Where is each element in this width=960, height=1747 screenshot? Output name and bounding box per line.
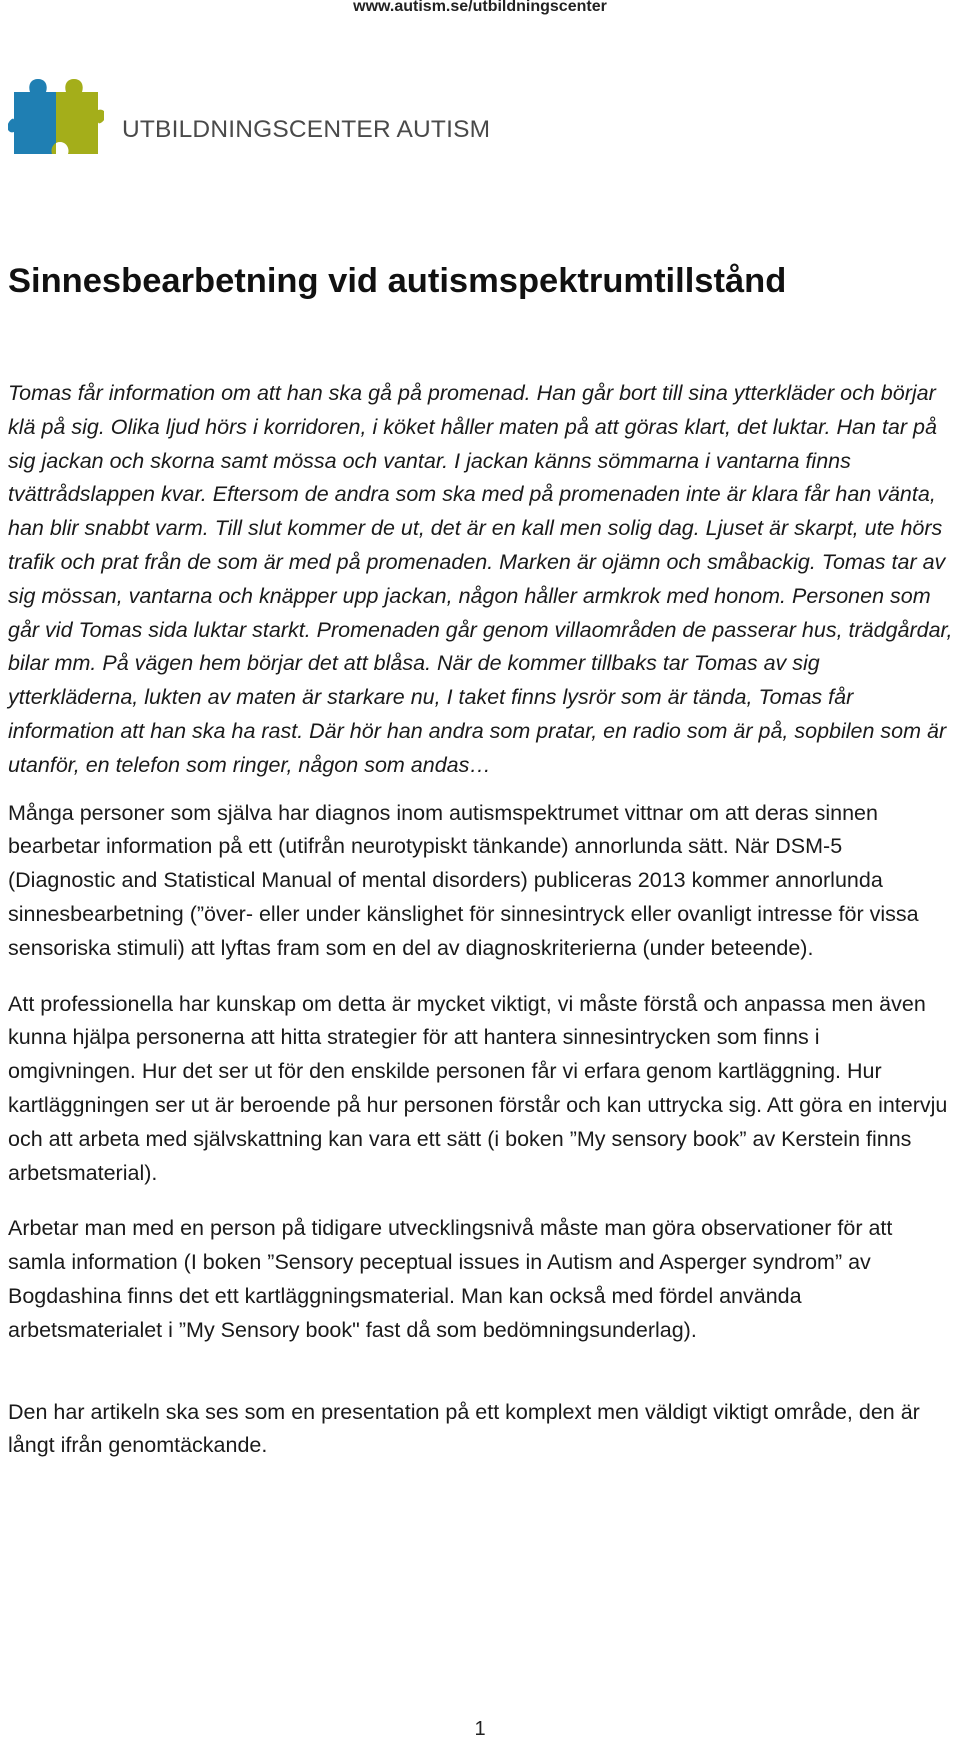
body-paragraph-dsm: Många personer som själva har diagnos inom autismspektrumet vittnar om att deras sinnen bearbetar information på ett (utifrån neurotypiskt tänkande) annorlunda sätt. När DSM-5 (Diagnostic and Statistical Manual of mental disorders) publiceras 2013 kommer annorlunda sinnesbearbetning (”över- eller under känslighet för sinnesintryck eller ovanligt intresse för vissa sensoriska stimuli) att lyftas fram som en del av diagnoskriterierna (under beteende). — [8, 800, 919, 960]
header-url: www.autism.se/utbildningscenter — [353, 0, 607, 15]
logo — [8, 76, 491, 174]
puzzle-logo-icon — [8, 76, 104, 158]
logo-text: UTBILDNINGSCENTER AUTISM — [122, 116, 491, 143]
article-body — [8, 377, 953, 1463]
body-paragraph-professionals: Att professionella har kunskap om detta är mycket viktigt, vi måste förstå och anpassa men även kunna hjälpa personerna att hitta strategier för att hantera sinnesintrycken som finns i omgivningen. Hur det ser ut för den enskilde personen får vi erfara genom kartläggning. Hur kartläggningen ser ut är beroende på hur personen förstår och kan uttrycka sig. Att göra en intervju och att arbeta med självskattning kan vara ett sätt (i boken ”My sensory book” av Kerstein finns arbetsmaterial). — [8, 991, 948, 1185]
intro-paragraph: Tomas får information om att han ska gå på promenad. Han går bort till sina ytterkläder och börjar klä på sig. Olika ljud hörs i korridoren, i köket håller maten på att göras klart, det luktar. Han tar på sig jackan och skorna samt mössa och vantar. I jackan känns sömmarna i vantarna finns tvättrådslappen kvar. Eftersom de andra som ska med på promenaden inte är klara får han vänta, han blir snabbt varm. Till slut kommer de ut, det är en kall men solig dag. Ljuset är skarpt, ute hörs trafik och prat från de som är med på promenaden. Marken är ojämn och småbackig. Tomas tar av sig mössan, vantarna och knäpper upp jackan, någon håller armkrok med honom. Personen som går vid Tomas sida luktar starkt. Promenaden går genom villaområden de passerar hus, trädgårdar, bilar mm. På vägen hem börjar det att blåsa. När de kommer tillbaks tar Tomas av sig ytterkläderna, lukten av maten är starkare nu, I taket finns lysrör som är tända, Tomas får information att han ska ha rast. Där hör han andra som pratar, en radio som är på, sopbilen som är utanför, en telefon som ringer, någon som andas… — [8, 381, 953, 777]
page-title: Sinnesbearbetning vid autismspektrumtillstånd — [8, 262, 787, 300]
body-paragraph-observations: Arbetar man med en person på tidigare utvecklingsnivå måste man göra observationer för att samla information (I boken ”Sensory peceptual issues in Autism and Asperger syndrom” av Bogdashina finns det ett kartläggningsmaterial. Man kan också med fördel använda arbetsmaterialet i ”My Sensory book" fast då som bedömningsunderlag). — [8, 1216, 893, 1342]
page-number: 1 — [474, 1718, 486, 1740]
body-paragraph-conclusion: Den har artikeln ska ses som en presentation på ett komplext men väldigt viktigt område, den är långt ifrån genomtäckande. — [8, 1399, 920, 1458]
